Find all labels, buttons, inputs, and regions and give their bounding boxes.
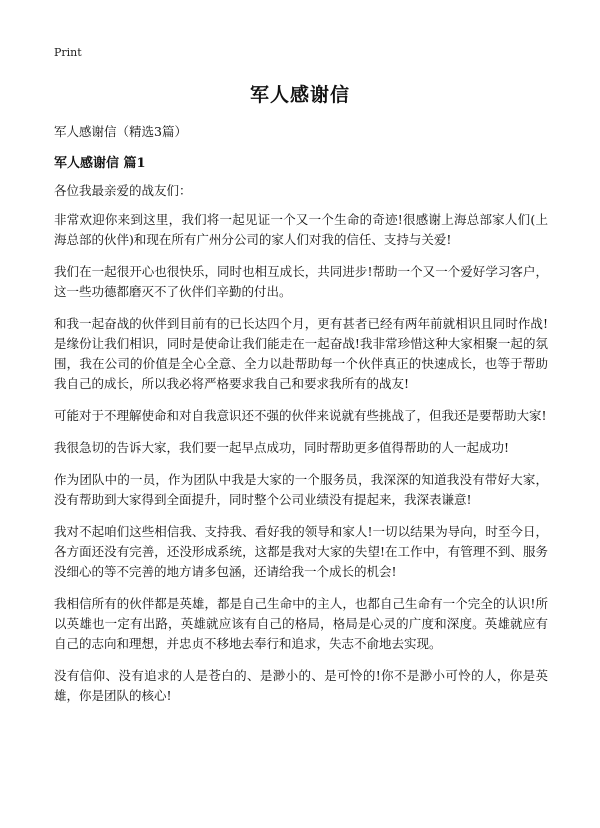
letter-paragraph: 和我一起奋战的伙伴到目前有的已长达四个月，更有甚者已经有两年前就相识且同时作战!是缘份让我们相识，同时是使命让我们能走在一起奋战!我非常珍惜这种大家相聚一起的氛围，我在公司的价值是全心全意、全力以赴帮助每一个伙伴真正的快速成长，也等于帮助我自己的成长，所以我必将严格要求我自己和要求我所有的战友! [54,316,548,391]
letter-paragraph: 可能对于不理解使命和对自我意识还不强的伙伴来说就有些挑战了，但我还是要帮助大家! [54,408,547,423]
print-link[interactable]: Print [54,46,82,59]
letter-paragraph: 我对不起咱们这些相信我、支持我、看好我的领导和家人!一切以结果为导向，时至今日，各方面还没有完善，还没形成系统，这都是我对大家的失望!在工作中，有管理不到、服务没细心的等不完善的地方请多包涵，还请给我一个成长的机会! [54,524,548,579]
section-heading: 军人感谢信 篇1 [54,156,146,171]
letter-greeting: 各位我最亲爱的战友们： [54,183,192,198]
letter-paragraph: 我相信所有的伙伴都是英雄，都是自己生命中的主人，也都自己生命有一个完全的认识!所以英雄也一定有出路，英雄就应该有自己的格局，格局是心灵的广度和深度。英雄就应有自己的志向和理想，并忠贞不移地去奉行和追求，失志不俞地去实现。 [54,596,548,651]
letter-paragraph: 没有信仰、没有追求的人是苍白的、是渺小的、是可怜的!你不是渺小可怜的人，你是英雄，你是团队的核心! [54,668,548,703]
page-title: 军人感谢信 [249,84,350,106]
letter-paragraph: 作为团队中的一员，作为团队中我是大家的一个服务员，我深深的知道我没有带好大家，没有帮助到大家得到全面提升，同时整个公司业绩没有提起来，我深表谦意! [54,472,548,507]
letter-paragraph: 我很急切的告诉大家，我们要一起早点成功，同时帮助更多值得帮助的人一起成功! [54,440,510,455]
letter-body [54,181,548,718]
document-subtitle: 军人感谢信（精选3篇） [54,124,187,139]
letter-paragraph: 非常欢迎你来到这里，我们将一起见证一个又一个生命的奇迹!很感谢上海总部家人们(上海总部的伙伴)和现在所有广州分公司的家人们对我的信任、支持与关爱! [54,212,548,247]
letter-paragraph: 我们在一起很开心也很快乐，同时也相互成长，共同进步!帮助一个又一个爱好学习客户，这一些功德都磨灭不了伙伴们辛勤的付出。 [54,264,548,299]
